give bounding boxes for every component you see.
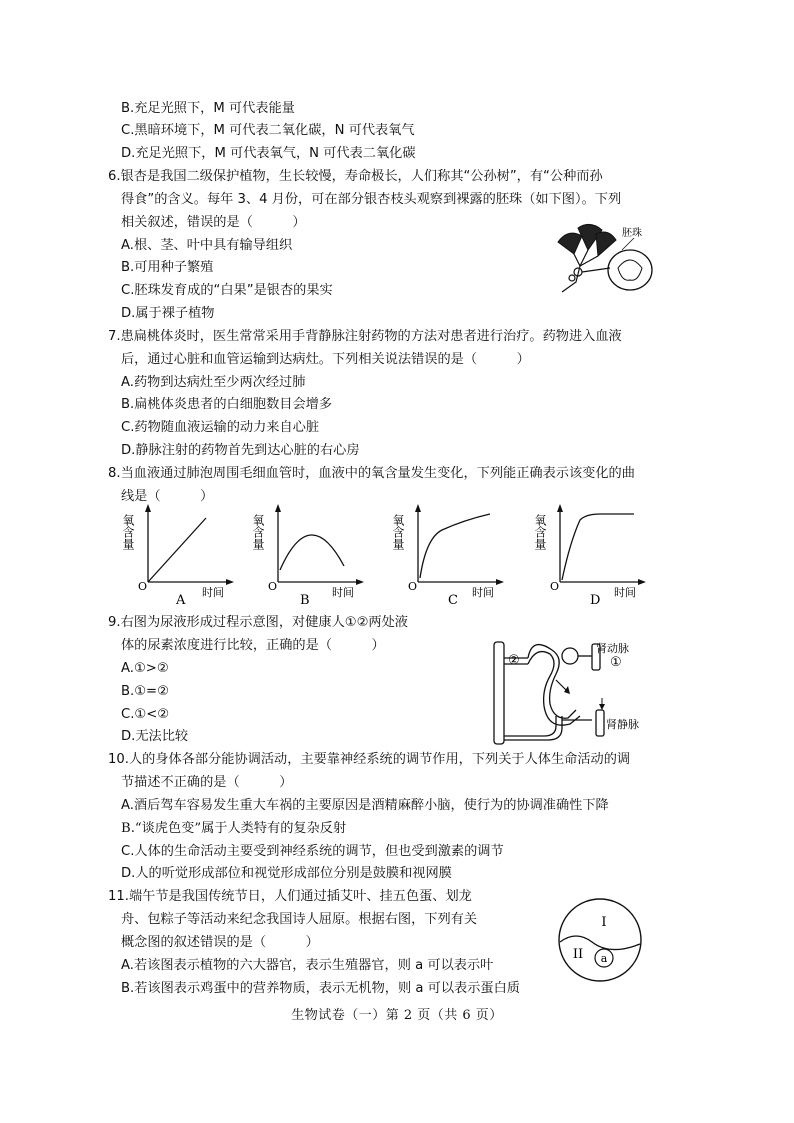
graph-b-letter: B bbox=[300, 593, 310, 608]
concept-outer-circle bbox=[559, 899, 641, 981]
renal-artery-label: 肾动脉 bbox=[596, 642, 629, 655]
q11-stem-line2: 舟、包粽子等活动来纪念我国诗人屈原。根据右图，下列有关 bbox=[121, 912, 478, 927]
q10-stem-line2: 节描述不正确的是（ ） bbox=[121, 775, 293, 790]
svg-text:O: O bbox=[550, 580, 560, 593]
q11-stem-line1: 11.端午节是我国传统节日，人们通过插艾叶、挂五色蛋、划龙 bbox=[108, 889, 472, 904]
svg-text:O: O bbox=[138, 580, 148, 593]
graph-a-curve bbox=[148, 518, 206, 582]
q7-option-d: D.静脉注射的药物首先到达心脏的右心房 bbox=[121, 443, 360, 458]
svg-text:I: I bbox=[601, 915, 607, 930]
q9-option-b: B.①=② bbox=[121, 684, 169, 699]
q9-option-d: D.无法比较 bbox=[121, 729, 189, 744]
svg-text:a: a bbox=[600, 952, 608, 965]
graph-a-ylabel: 氧含量 bbox=[121, 514, 135, 550]
graph-c bbox=[391, 504, 504, 608]
q10-option-c: C.人体的生命活动主要受到神经系统的调节，但也受到激素的调节 bbox=[121, 844, 504, 859]
q7-stem-line2: 后，通过心脏和血管运输到达病灶。下列相关说法错误的是（ ） bbox=[121, 352, 530, 367]
q8-stem-line1: 8.当血液通过肺泡周围毛细血管时，血液中的氧含量发生变化，下列能正确表示该变化的曲 bbox=[108, 466, 635, 481]
svg-text:II: II bbox=[572, 947, 584, 962]
svg-text:氧含量: 氧含量 bbox=[391, 514, 405, 550]
q7-stem-line1: 7.患扁桃体炎时，医生常常采用手背静脉注射药物的方法对患者进行治疗。药物进入血液 bbox=[108, 329, 622, 344]
page-footer: 生物试卷（一）第 2 页（共 6 页） bbox=[291, 1008, 503, 1023]
q6-stem-line1: 6.银杏是我国二级保护植物，生长较慢，寿命极长，人们称其“公孙树”，有“公种而孙 bbox=[108, 169, 603, 184]
q9-option-c: C.①<② bbox=[121, 707, 170, 722]
q5-option-d: D.充足光照下，M 可代表氧气，N 可代表二氧化碳 bbox=[121, 146, 416, 161]
ovule-magnified-circle bbox=[608, 250, 652, 290]
q10-option-a: A.酒后驾车容易发生重大车祸的主要原因是酒精麻醉小脑，使行为的协调准确性下降 bbox=[121, 798, 609, 813]
q5-option-c: C.黑暗环境下，M 可代表二氧化碳，N 可代表氧气 bbox=[121, 123, 415, 138]
graph-a-letter: A bbox=[176, 593, 186, 608]
q10-option-b: B.“谈虎色变”属于人类特有的复杂反射 bbox=[121, 821, 347, 836]
svg-text:氧含量: 氧含量 bbox=[533, 514, 547, 550]
mark-1-label: ① bbox=[610, 655, 622, 670]
ovule-label: 胚珠 bbox=[622, 228, 642, 239]
q7-option-c: C.药物随血液运输的动力来自心脏 bbox=[121, 420, 320, 435]
svg-text:时间: 时间 bbox=[202, 586, 224, 599]
renal-vein-label: 肾静脉 bbox=[606, 718, 639, 731]
q8-graphs bbox=[118, 500, 678, 610]
q9-stem-line1: 9.右图为尿液形成过程示意图，对健康人①②两处液 bbox=[108, 615, 408, 630]
q7-option-b: B.扁桃体炎患者的白细胞数目会增多 bbox=[121, 397, 333, 412]
svg-text:时间: 时间 bbox=[472, 586, 494, 599]
q6-option-c: C.胚珠发育成的“白果”是银杏的果实 bbox=[121, 283, 333, 298]
graph-d bbox=[533, 504, 646, 608]
q6-stem-line3: 相关叙述，错误的是（ ） bbox=[121, 215, 306, 230]
concept-diagram bbox=[556, 896, 644, 984]
svg-text:时间: 时间 bbox=[614, 586, 636, 599]
q11-option-a: A.若该图表示植物的六大器官，表示生殖器官，则 a 可以表示叶 bbox=[121, 958, 494, 973]
svg-text:氧含量: 氧含量 bbox=[251, 514, 265, 550]
q6-option-b: B.可用种子繁殖 bbox=[121, 260, 214, 275]
svg-text:O: O bbox=[408, 580, 418, 593]
q6-option-a: A.根、茎、叶中具有输导组织 bbox=[121, 238, 293, 253]
graph-d-letter: D bbox=[590, 593, 601, 608]
q10-option-d: D.人的听觉形成部位和视觉形成部位分别是鼓膜和视网膜 bbox=[121, 866, 452, 881]
q9-option-a: A.①>② bbox=[121, 661, 169, 676]
q9-stem-line2: 体的尿素浓度进行比较，正确的是（ ） bbox=[121, 638, 385, 653]
graph-b bbox=[251, 504, 364, 608]
svg-text:时间: 时间 bbox=[332, 586, 354, 599]
q10-stem-line1: 10.人的身体各部分能协调活动，主要靠神经系统的调节作用，下列关于人体生命活动的调 bbox=[108, 752, 631, 767]
graph-b-curve bbox=[280, 535, 344, 570]
urine-formation-figure bbox=[492, 640, 652, 750]
q8-stem-line2: 线是（ ） bbox=[121, 489, 214, 504]
graph-d-curve bbox=[562, 514, 634, 580]
mark-2-label: ② bbox=[508, 653, 520, 668]
ginkgo-ovule-figure bbox=[552, 222, 662, 298]
graph-a bbox=[121, 504, 234, 608]
q6-option-d: D.属于裸子植物 bbox=[121, 306, 215, 321]
graph-c-curve bbox=[420, 514, 490, 578]
q7-option-a: A.药物到达病灶至少两次经过肺 bbox=[121, 375, 306, 390]
q5-option-b: B.充足光照下，M 可代表能量 bbox=[121, 101, 295, 116]
graph-c-letter: C bbox=[448, 593, 458, 608]
svg-text:O: O bbox=[268, 580, 278, 593]
q11-stem-line3: 概念图的叙述错误的是（ ） bbox=[121, 935, 319, 950]
q11-option-b: B.若该图表示鸡蛋中的营养物质，表示无机物，则 a 可以表示蛋白质 bbox=[121, 981, 520, 996]
q6-stem-line2: 得食”的含义。每年 3、4 月份，可在部分银杏枝头观察到裸露的胚珠（如下图）。下列 bbox=[121, 192, 622, 207]
